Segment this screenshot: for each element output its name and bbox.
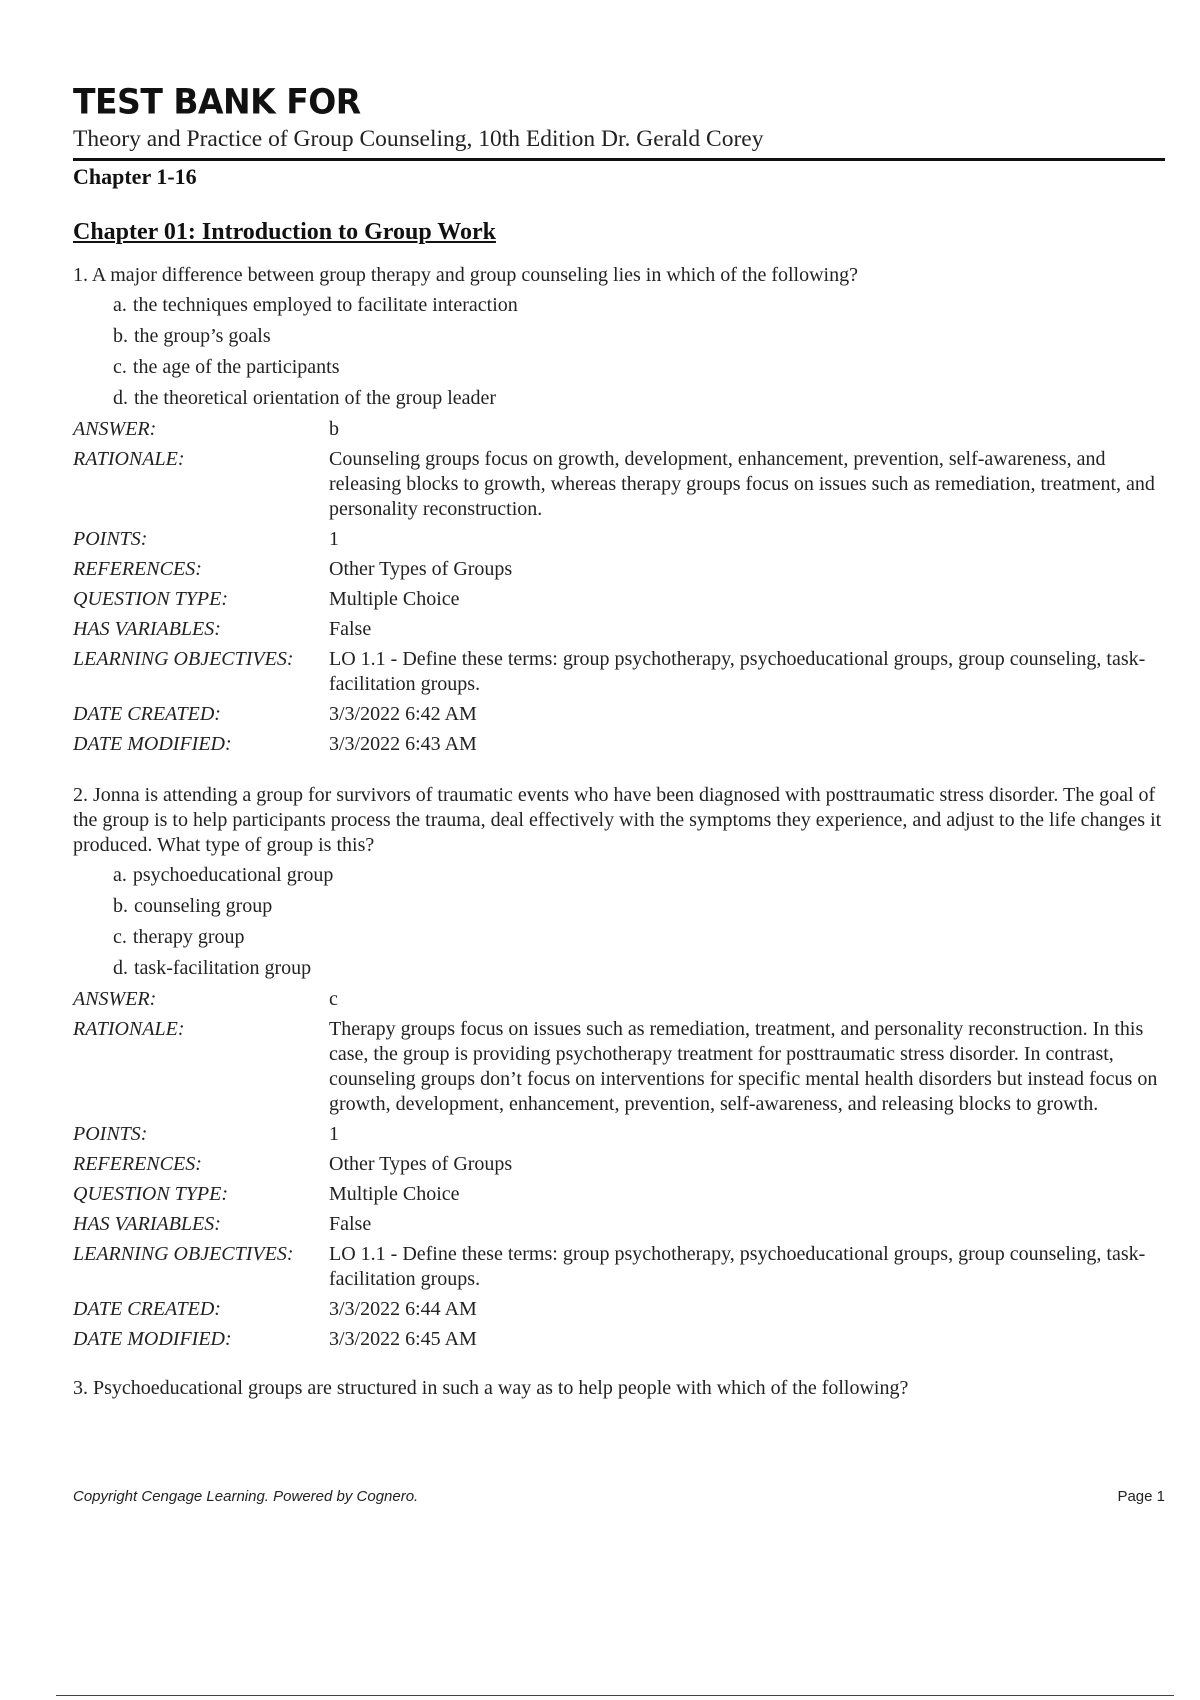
meta-label: DATE MODIFIED: <box>73 733 232 755</box>
meta-row-points <box>73 1117 1165 1147</box>
choice-d <box>113 953 1165 984</box>
meta-row-date-modified <box>73 727 1165 757</box>
choice-a <box>113 290 1165 321</box>
question-1 <box>73 263 1165 757</box>
meta-label: POINTS: <box>73 528 148 550</box>
choice-b <box>113 891 1165 922</box>
question-metadata <box>73 414 1165 757</box>
learning-objectives-value: LO 1.1 - Define these terms: group psychotherapy, psychoeducational groups, group counseling, task-facilitation groups. <box>329 1243 1146 1290</box>
choice-letter: a. <box>113 294 127 316</box>
meta-row-question-type <box>73 1177 1165 1207</box>
choice-text: psychoeducational group <box>132 864 334 886</box>
date-created-value: 3/3/2022 6:42 AM <box>329 703 477 725</box>
answer-value: c <box>329 988 338 1010</box>
choice-d <box>113 383 1165 414</box>
meta-label: RATIONALE: <box>73 1018 185 1040</box>
question-stem: 1. A major difference between group therapy and group counseling lies in which of the following? <box>73 264 858 286</box>
choice-text: counseling group <box>134 895 273 917</box>
choice-letter: a. <box>113 864 127 886</box>
choice-letter: b. <box>113 325 128 347</box>
meta-label: ANSWER: <box>73 418 157 440</box>
question-stem: 2. Jonna is attending a group for survivors of traumatic events who have been diagnosed with posttraumatic stress disorder. The goal of the group is to help participants process the trauma, deal effectively with the symptoms they experience, and adjust to the life changes it produced. What type of group is this? <box>73 784 1162 856</box>
choice-text: task-facilitation group <box>134 957 312 979</box>
meta-label: REFERENCES: <box>73 558 202 580</box>
choice-text: the techniques employed to facilitate interaction <box>132 294 518 316</box>
meta-label: ANSWER: <box>73 988 157 1010</box>
meta-label: POINTS: <box>73 1123 148 1145</box>
choice-b <box>113 321 1165 352</box>
meta-label: LEARNING OBJECTIVES: <box>73 648 294 670</box>
points-value: 1 <box>329 528 339 550</box>
learning-objectives-value: LO 1.1 - Define these terms: group psychotherapy, psychoeducational groups, group counseling, task-facilitation groups. <box>329 648 1146 695</box>
question-stem: 3. Psychoeducational groups are structured in such a way as to help people with which of the following? <box>73 1377 909 1399</box>
meta-label: DATE CREATED: <box>73 703 221 725</box>
choice-text: the group’s goals <box>134 325 271 347</box>
references-value: Other Types of Groups <box>329 1153 513 1175</box>
meta-row-answer <box>73 414 1165 442</box>
answer-choices <box>113 290 1165 414</box>
rationale-value: Counseling groups focus on growth, development, enhancement, prevention, self-awareness, and releasing blocks to growth, whereas therapy groups focus on issues such as remediation, treatment, and personality reconstruction. <box>329 448 1155 520</box>
rationale-value: Therapy groups focus on issues such as remediation, treatment, and personality reconstruction. In this case, the group is providing psychotherapy treatment for posttraumatic stress disorder. In contrast, counseling groups don’t focus on interventions for specific mental health disorders but instead focus on growth, development, enhancement, prevention, self-awareness, and releasing blocks to growth. <box>329 1018 1158 1115</box>
choice-letter: d. <box>113 957 128 979</box>
meta-row-rationale <box>73 1012 1165 1117</box>
meta-row-has-variables <box>73 1207 1165 1237</box>
question-type-value: Multiple Choice <box>329 588 460 610</box>
page-number: Page 1 <box>1117 1488 1165 1505</box>
choice-text: the age of the participants <box>132 356 340 378</box>
meta-row-learning-objectives <box>73 1237 1165 1292</box>
meta-row-date-created <box>73 697 1165 727</box>
date-modified-value: 3/3/2022 6:43 AM <box>329 733 477 755</box>
meta-row-date-modified <box>73 1322 1165 1352</box>
choice-text: therapy group <box>132 926 245 948</box>
chapter-range: Chapter 1-16 <box>73 164 197 189</box>
chapter-heading: Chapter 01: Introduction to Group Work <box>73 219 496 245</box>
references-value: Other Types of Groups <box>329 558 513 580</box>
meta-row-learning-objectives <box>73 642 1165 697</box>
meta-label: REFERENCES: <box>73 1153 202 1175</box>
has-variables-value: False <box>329 618 372 640</box>
meta-row-references <box>73 552 1165 582</box>
choice-c <box>113 352 1165 383</box>
header-divider <box>73 158 1165 161</box>
document-subtitle: Theory and Practice of Group Counseling, 10th Edition Dr. Gerald Corey <box>73 126 764 152</box>
meta-label: HAS VARIABLES: <box>73 1213 221 1235</box>
choice-c <box>113 922 1165 953</box>
copyright-text: Copyright Cengage Learning. Powered by Cognero. <box>73 1488 419 1505</box>
meta-row-answer <box>73 984 1165 1012</box>
meta-label: DATE CREATED: <box>73 1298 221 1320</box>
meta-label: HAS VARIABLES: <box>73 618 221 640</box>
document-title: TEST BANK FOR <box>73 81 361 122</box>
question-metadata <box>73 984 1165 1352</box>
answer-value: b <box>329 418 339 440</box>
meta-label: QUESTION TYPE: <box>73 1183 229 1205</box>
meta-label: LEARNING OBJECTIVES: <box>73 1243 294 1265</box>
meta-row-has-variables <box>73 612 1165 642</box>
choice-text: the theoretical orientation of the group leader <box>134 387 497 409</box>
meta-label: DATE MODIFIED: <box>73 1328 232 1350</box>
question-2 <box>73 783 1165 1352</box>
document-page <box>73 82 1165 1401</box>
choice-letter: b. <box>113 895 128 917</box>
question-3 <box>73 1376 1165 1401</box>
meta-row-rationale <box>73 442 1165 522</box>
date-modified-value: 3/3/2022 6:45 AM <box>329 1328 477 1350</box>
choice-letter: c. <box>113 356 127 378</box>
bottom-divider <box>56 1695 1174 1696</box>
meta-row-question-type <box>73 582 1165 612</box>
choice-letter: c. <box>113 926 127 948</box>
meta-row-references <box>73 1147 1165 1177</box>
answer-choices <box>113 860 1165 984</box>
meta-label: QUESTION TYPE: <box>73 588 229 610</box>
question-type-value: Multiple Choice <box>329 1183 460 1205</box>
points-value: 1 <box>329 1123 339 1145</box>
choice-a <box>113 860 1165 891</box>
meta-label: RATIONALE: <box>73 448 185 470</box>
has-variables-value: False <box>329 1213 372 1235</box>
date-created-value: 3/3/2022 6:44 AM <box>329 1298 477 1320</box>
meta-row-date-created <box>73 1292 1165 1322</box>
meta-row-points <box>73 522 1165 552</box>
choice-letter: d. <box>113 387 128 409</box>
